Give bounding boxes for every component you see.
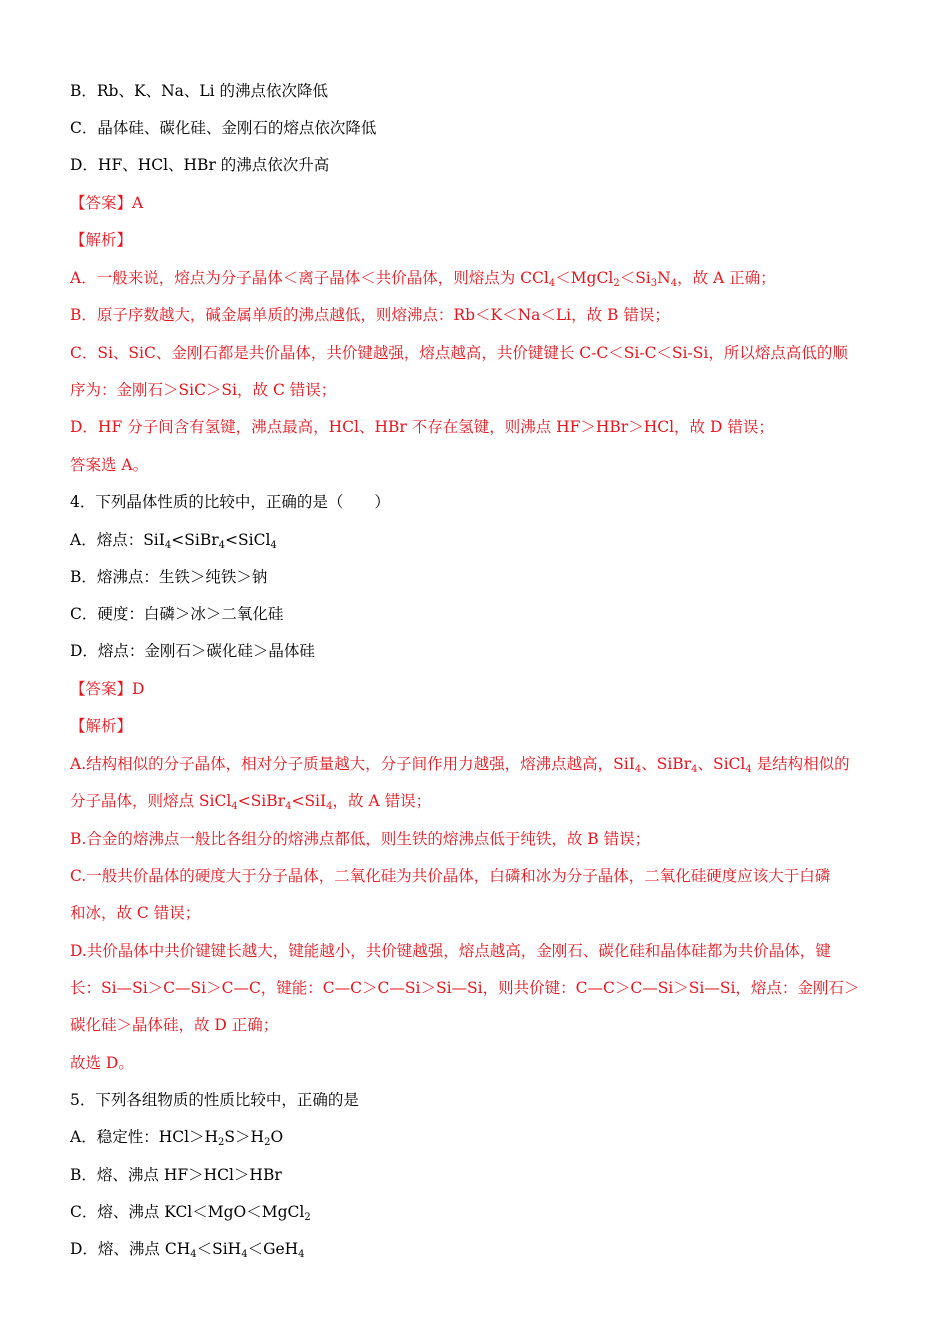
q3-option-d: D．HF、HCl、HBr 的沸点依次升高: [70, 156, 330, 174]
q4-option-b: B．熔沸点：生铁＞纯铁＞钠: [70, 568, 268, 586]
q4-option-c: C．硬度：白磷＞冰＞二氧化硅: [70, 605, 284, 623]
q3-analysis-c-line1: C．Si、SiC、金刚石都是共价晶体，共价键越强，熔点越高，共价键键长 C-C＜Si-C＜Si-Si，所以熔点高低的顺: [70, 344, 848, 362]
q3-option-c: C．晶体硅、碳化硅、金刚石的熔点依次降低: [70, 119, 377, 137]
q4-analysis-d-line1: D.共价晶体中共价键键长越大，键能越小，共价键越强，熔点越高，金刚石、碳化硅和晶体硅都为共价晶体，键: [70, 942, 831, 960]
q4-analysis-a-line1: A.结构相似的分子晶体，相对分子质量越大，分子间作用力越强，熔沸点越高，SiI$_4$、SiBr$_4$、SiCl$_4$ 是结构相似的: [70, 755, 850, 775]
q4-analysis-c-line1: C.一般共价晶体的硬度大于分子晶体，二氧化硅为共价晶体，白磷和冰为分子晶体，二氧化硅硬度应该大于白磷: [70, 867, 831, 885]
q4-option-d: D．熔点：金刚石＞碳化硅＞晶体硅: [70, 642, 315, 660]
q5-option-d: D．熔、沸点 $CH_4<SiH_4<GeH_4$: [70, 1240, 305, 1260]
q4-stem: 4．下列晶体性质的比较中，正确的是（ ）: [70, 493, 390, 511]
q3-analysis-b: B．原子序数越大，碱金属单质的沸点越低，则熔沸点：Rb＜K＜Na＜Li，故 B 错误；: [70, 306, 670, 324]
q3-option-b: B．Rb、K、Na、Li 的沸点依次降低: [70, 82, 329, 100]
q4-conclusion: 故选 D。: [70, 1054, 134, 1072]
q3-analysis-a: A．一般来说，熔点为分子晶体＜离子晶体＜共价晶体，则熔点为 $CCl_4<MgCl_2<Si_3N_4$，故 A 正确；: [70, 269, 776, 289]
q4-analysis-d-line2: 长：Si—Si＞C—Si＞C—C，键能：C—C＞C—Si＞Si—Si，则共价键：C—C＞C—Si＞Si—Si，熔点：金刚石＞: [70, 979, 860, 997]
q4-analysis-a-line2: 分子晶体，则熔点 SiCl$_4$<SiBr$_4$<SiI$_4$，故 A 错误；: [70, 792, 432, 812]
q5-option-b: B．熔、沸点 HF＞HCl＞HBr: [70, 1166, 282, 1184]
q4-option-a: A．熔点：SiI$_4$<SiBr$_4$<SiCl$_4$: [70, 531, 277, 551]
q3-analysis-c-line2: 序为：金刚石＞SiC＞Si，故 C 错误；: [70, 381, 337, 399]
q3-answer: 【答案】A: [70, 194, 144, 212]
q4-analysis-d-line3: 碳化硅＞晶体硅，故 D 正确；: [70, 1016, 279, 1034]
q5-option-a: A．稳定性：$HCl>H_2S>H_2O$: [70, 1128, 284, 1148]
q3-conclusion: 答案选 A。: [70, 456, 149, 474]
q4-analysis-c-line2: 和冰，故 C 错误；: [70, 904, 201, 922]
q5-option-c: C．熔、沸点 KCl＜MgO＜MgCl$_2$: [70, 1203, 311, 1223]
q5-stem: 5．下列各组物质的性质比较中，正确的是: [70, 1091, 359, 1109]
q4-analysis-label: 【解析】: [70, 717, 133, 735]
q3-analysis-label: 【解析】: [70, 231, 133, 249]
q4-analysis-b: B.合金的熔沸点一般比各组分的熔沸点都低，则生铁的熔沸点低于纯铁，故 B 错误；: [70, 830, 651, 848]
q4-answer: 【答案】D: [70, 680, 145, 698]
q3-analysis-d: D．HF 分子间含有氢键，沸点最高，HCl、HBr 不存在氢键，则沸点 HF＞HBr＞HCl，故 D 错误；: [70, 418, 774, 436]
